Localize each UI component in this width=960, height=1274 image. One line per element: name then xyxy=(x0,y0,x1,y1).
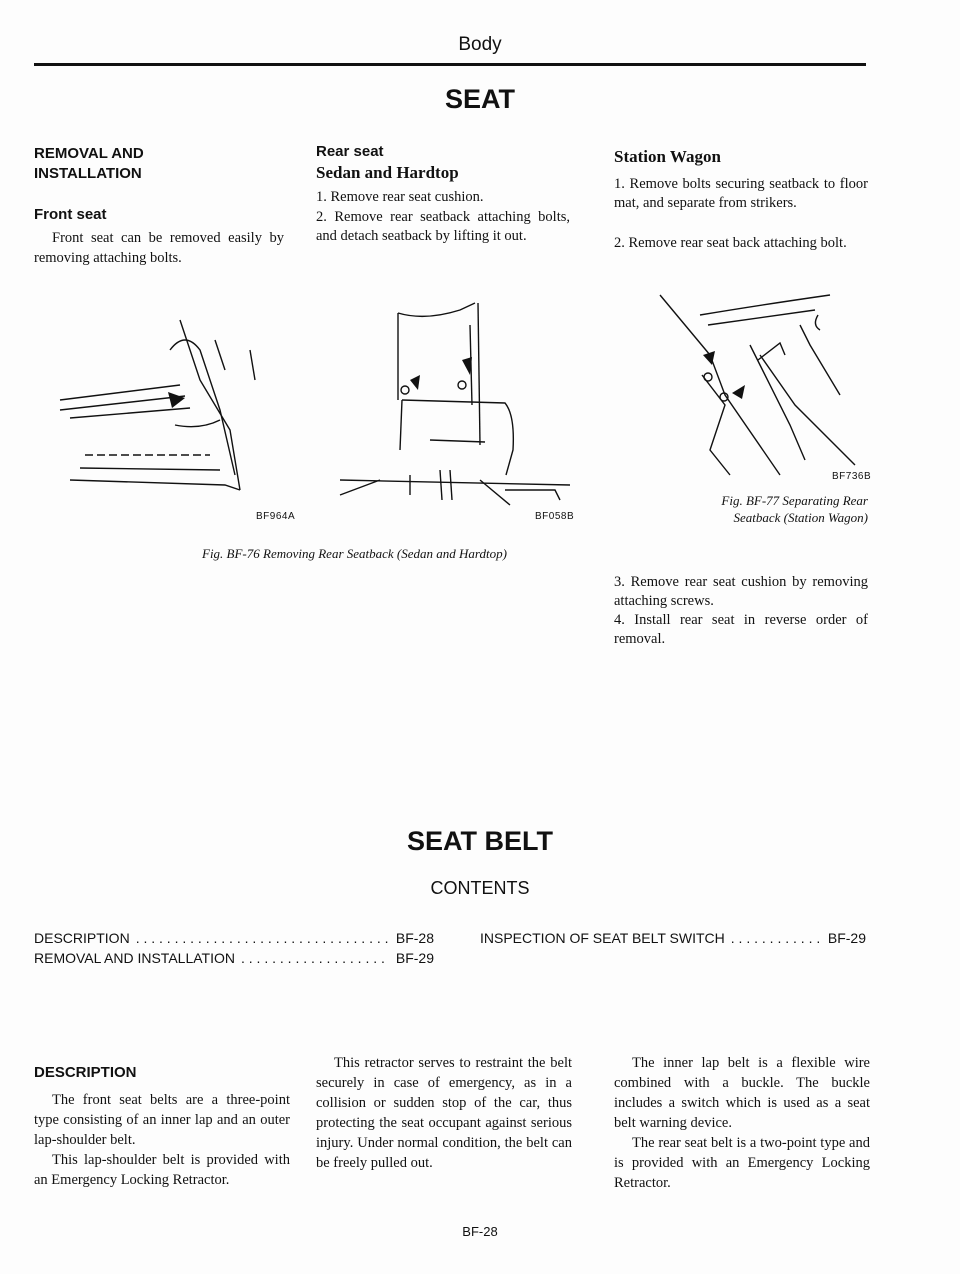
header-rule xyxy=(34,63,866,66)
toc-leader xyxy=(731,928,822,948)
seat-title: SEAT xyxy=(444,84,515,114)
toc-right xyxy=(480,928,866,948)
front-seat-text: Front seat can be removed easily by removing attaching bolts. xyxy=(34,230,284,266)
page-number: BF-28 xyxy=(462,1224,498,1239)
rear-seat-step-1: 1. Remove rear seat cushion. xyxy=(316,189,484,205)
description-heading: DESCRIPTION xyxy=(34,1064,137,1081)
toc-entry[interactable] xyxy=(480,928,866,948)
rear-seat-heading: Rear seat xyxy=(316,143,384,160)
seat-belt-title: SEAT BELT xyxy=(407,826,553,856)
toc-entry-page: BF-29 xyxy=(827,930,866,946)
toc-leader xyxy=(136,928,390,948)
toc-entry-label: REMOVAL AND INSTALLATION xyxy=(34,950,235,966)
front-seat-figure-code: BF964A xyxy=(256,511,296,522)
fig-bf-77-caption-line-1: Fig. BF-77 Separating Rear xyxy=(721,493,868,508)
front-seat-figure xyxy=(50,300,280,530)
description-col3-p2: The rear seat belt is a two-point type and is provided with an Emergency Locking Retractor. xyxy=(614,1135,870,1191)
toc-entry[interactable] xyxy=(34,948,434,968)
toc-entry-label: INSPECTION OF SEAT BELT SWITCH xyxy=(480,930,725,946)
rear-seat-figure xyxy=(330,295,570,525)
sedan-hardtop-subheading: Sedan and Hardtop xyxy=(316,163,459,182)
running-header: Body xyxy=(458,34,502,55)
fig-bf-76-caption: Fig. BF-76 Removing Rear Seatback (Sedan and Hardtop) xyxy=(202,546,507,561)
rear-seat-figure-code: BF058B xyxy=(535,511,575,522)
toc-entry-page: BF-28 xyxy=(395,930,434,946)
contents-heading: CONTENTS xyxy=(430,878,530,898)
fig-bf-77-caption-line-2: Seatback (Station Wagon) xyxy=(733,510,868,525)
description-col1-p1: The front seat belts are a three-point type consisting of an inner lap and an outer lap-shoulder belt. xyxy=(34,1092,290,1148)
station-wagon-step-1: 1. Remove bolts securing seatback to floor mat, and separate from strikers. xyxy=(614,176,868,211)
station-wagon-step-2: 2. Remove rear seat back attaching bolt. xyxy=(614,235,847,251)
toc-left xyxy=(34,928,434,968)
rear-seat-step-2: 2. Remove rear seatback attaching bolts, and detach seatback by lifting it out. xyxy=(316,209,570,244)
description-col1-p2: This lap-shoulder belt is provided with an Emergency Locking Retractor. xyxy=(34,1152,290,1188)
station-wagon-step-3: 3. Remove rear seat cushion by removing attaching screws. xyxy=(614,574,868,609)
toc-entry[interactable] xyxy=(34,928,434,948)
station-wagon-heading: Station Wagon xyxy=(614,147,721,166)
toc-entry-label: DESCRIPTION xyxy=(34,930,130,946)
description-col3-p1: The inner lap belt is a flexible wire combined with a buckle. The buckle includes a switch which is used as a seat belt warning device. xyxy=(614,1055,870,1131)
toc-entry-page: BF-29 xyxy=(395,950,434,966)
description-col2-p1: This retractor serves to restraint the belt securely in case of emergency, as in a collision or sudden stop of the car, thus protecting the seat occupant against serious injury. Under normal condition, the belt can be freely pulled out. xyxy=(316,1055,572,1171)
toc-leader xyxy=(241,948,390,968)
station-wagon-figure-code: BF736B xyxy=(832,471,872,482)
front-seat-heading: Front seat xyxy=(34,206,107,223)
removal-installation-heading: REMOVAL AND INSTALLATION xyxy=(34,145,144,182)
station-wagon-figure xyxy=(640,285,880,490)
station-wagon-step-4: 4. Install rear seat in reverse order of removal. xyxy=(614,612,868,647)
